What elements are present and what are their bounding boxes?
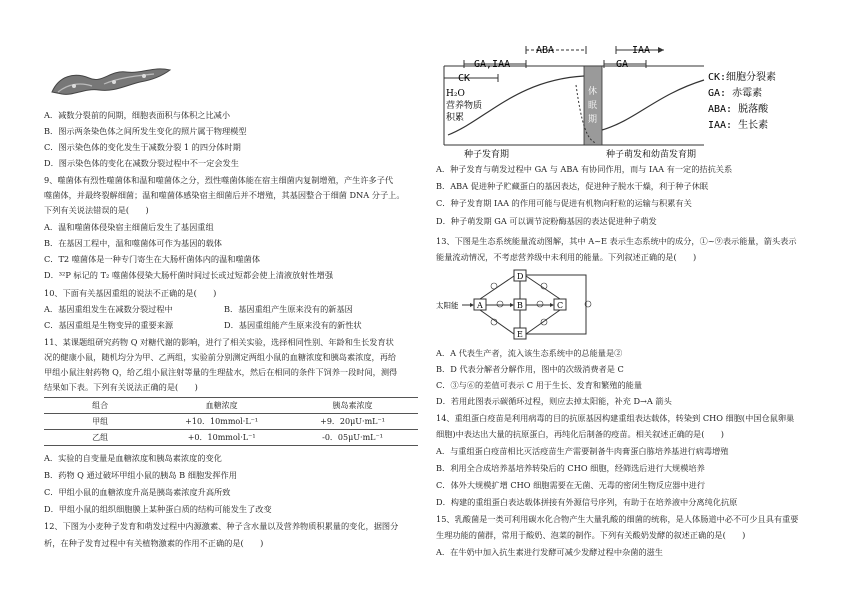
q12-stem-line: 12、下图为小麦种子发育和萌发过程中内源激素、种子含水量以及营养物质积累量的变化，据图分 bbox=[44, 521, 399, 531]
q14-option-a: A．与重组蛋白疫苗相比灭活疫苗生产需要制备牛肉膏蛋白胨培养基进行病毒增殖 bbox=[436, 446, 729, 456]
table-cell: +9．20μU·mL⁻¹ bbox=[287, 414, 418, 430]
q10-option-c: C．基因重组是生物变异的重要来源 bbox=[44, 320, 174, 330]
q13-stem-line: 13、下图是生态系统能量流动图解，其中 A~E 表示生态系统中的成分，①~⑨表示能量，箭头表示 bbox=[436, 236, 797, 246]
q10-option-b: B．基因重组产生原来没有的新基因 bbox=[224, 304, 353, 314]
node-d: D bbox=[517, 272, 524, 281]
q9-option-b: B．在基因工程中，温和噬菌体可作为基因的载体 bbox=[44, 238, 222, 248]
q11-stem-line: 况的健康小鼠，随机均分为甲、乙两组，实验前分别测定两组小鼠的血糖浓度和胰岛素浓度，再给 bbox=[44, 352, 397, 362]
q8-option-c: C．图示染色体的变化发生于减数分裂 1 的四分体时期 bbox=[44, 142, 241, 152]
node-b: B bbox=[517, 301, 523, 310]
q8-option-a: A．减数分裂前的间期，细胞表面积与体积之比减小 bbox=[44, 110, 231, 120]
q9-option-a: A．温和噬菌体侵染宿主细菌后发生了基因重组 bbox=[44, 222, 214, 232]
legend-iaa: IAA: 生长素 bbox=[708, 120, 769, 131]
q14-option-d: D．构建的重组蛋白表达载体拼接有外源信号序列，有助于在培养液中分离纯化抗原 bbox=[436, 497, 738, 507]
q14-stem-line: 14、重组蛋白疫苗是利用病毒的目的抗原基因构建重组表达载体，转染到 CHO 细胞(中国仓鼠卵巢 bbox=[436, 413, 795, 423]
x-label-germination: 种子萌发和幼苗发育期 bbox=[606, 150, 697, 160]
q13-option-c: C．③与⑥的差值可表示 C 用于生长、发育和繁殖的能量 bbox=[436, 380, 643, 390]
legend-ck: CK:细胞分裂素 bbox=[708, 72, 777, 83]
q14-option-c: C．体外大规模扩增 CHO 细胞需要在无菌、无毒的密闭生物反应器中进行 bbox=[436, 480, 706, 490]
q15-option-a: A．在牛奶中加入抗生素进行发酵可减少发酵过程中杂菌的滋生 bbox=[436, 547, 663, 557]
table-header-row bbox=[44, 398, 418, 414]
table-header-cell: 组合 bbox=[44, 398, 156, 414]
q11-stem-line: 11、某课题组研究药物 Q 对糖代谢的影响，进行了相关实验，选择相同性别、年龄和生长发育状 bbox=[44, 337, 394, 347]
q8-option-d: D．图示染色体的变化在减数分裂过程中不一定会发生 bbox=[44, 158, 239, 168]
q8-option-b: B．图示两条染色体之间所发生变化的照片属于物理模型 bbox=[44, 126, 247, 136]
legend-ga: GA: 赤霉素 bbox=[708, 88, 763, 99]
q15-stem-line: 生理功能的菌群，常用于酸奶、泡菜的制作。下列有关酸奶发酵的叙述正确的是( ) bbox=[436, 530, 746, 540]
label-accumulation: 积累 bbox=[446, 113, 465, 123]
q14-option-b: B．利用全合成培养基培养转染后的 CHO 细胞，经筛选后进行大规模培养 bbox=[436, 463, 705, 473]
node-c: C bbox=[557, 301, 564, 310]
table-cell: -0．05μU·mL⁻¹ bbox=[287, 430, 418, 446]
q14-stem-line: 细胞)中表达出大量的抗原蛋白，再纯化后制备的疫苗。相关叙述正确的是( ) bbox=[436, 429, 724, 439]
q10-option-d: D．基因重组能产生原来没有的新性状 bbox=[224, 320, 362, 330]
q13-option-b: B．D 代表分解者分解作用，图中的次级消费者是 C bbox=[436, 364, 624, 374]
label-ga-iaa: GA,IAA bbox=[474, 59, 511, 70]
q10-stem: 10、下面有关基因重组的说法不正确的是( ) bbox=[44, 288, 217, 298]
hormone-figure bbox=[436, 40, 826, 160]
q11-option-d: D．甲组小鼠的组织细胞膜上某种蛋白质的结构可能发生了改变 bbox=[44, 504, 272, 514]
q13-option-d: D．若用此图表示碳循环过程，则应去掉太阳能，补充 D→A 箭头 bbox=[436, 396, 672, 406]
q9-option-c: C．T2 噬菌体是一种专门寄生在大肠杆菌体内的温和噬菌体 bbox=[44, 254, 261, 264]
q12-option-a: A．种子发育与萌发过程中 GA 与 ABA 有协同作用，而与 IAA 有一定的拮抗关系 bbox=[436, 164, 733, 174]
label-nutrients: 营养物质 bbox=[446, 101, 483, 111]
q12-option-d: D．种子萌发期 GA 可以调节淀粉酶基因的表达促进种子萌发 bbox=[436, 216, 657, 226]
label-sun-energy: 太阳能 bbox=[436, 301, 459, 310]
label-ga: GA bbox=[616, 59, 629, 70]
label-dormancy: 休 bbox=[588, 87, 598, 97]
table-header-cell: 血糖浓度 bbox=[156, 398, 287, 414]
q11-result-table bbox=[44, 397, 418, 446]
label-aba: ABA bbox=[536, 45, 555, 56]
node-e: E bbox=[517, 330, 523, 339]
chromosome-figure bbox=[44, 62, 179, 102]
q13-stem-line: 能量流动情况，不考虑营养级中未利用的能量。下列叙述正确的是( ) bbox=[436, 252, 697, 262]
q11-option-c: C．甲组小鼠的血糖浓度升高是胰岛素浓度升高所致 bbox=[44, 487, 231, 497]
q9-stem-line: 9、噬菌体有烈性噬菌体和温和噬菌体之分，烈性噬菌体能在宿主细菌内复制增殖，产生许多子代 bbox=[44, 175, 394, 185]
q11-option-a: A．实验的自变量是血糖浓度和胰岛素浓度的变化 bbox=[44, 453, 222, 463]
q9-option-d: D．³²P 标记的 T₂ 噬菌体侵染大肠杆菌时间过长或过短都会使上清液放射性增强 bbox=[44, 270, 334, 280]
q11-option-b: B．药物 Q 通过破坏甲组小鼠的胰岛 B 细胞发挥作用 bbox=[44, 470, 237, 480]
q12-option-c: C．种子发育期 IAA 的作用可能与促进有机物向籽粒的运输与积累有关 bbox=[436, 198, 692, 208]
table-cell: +10．10mmol·L⁻¹ bbox=[156, 414, 287, 430]
q9-stem-line: 下列有关说法错误的是( ) bbox=[44, 205, 149, 215]
table-row bbox=[44, 430, 418, 446]
table-cell: +0．10mmol·L⁻¹ bbox=[156, 430, 287, 446]
energy-flow-figure bbox=[436, 268, 606, 344]
q10-option-a: A．基因重组发生在减数分裂过程中 bbox=[44, 304, 173, 314]
q12-option-b: B．ABA 促进种子贮藏蛋白的基因表达，促进种子脱水干燥，利于种子休眠 bbox=[436, 181, 709, 191]
label-dormancy: 期 bbox=[588, 115, 598, 125]
table-cell: 乙组 bbox=[44, 430, 156, 446]
q15-stem-line: 15、乳酸菌是一类可利用碳水化合物产生大量乳酸的细菌的统称，是人体肠道中必不可少且具有重要 bbox=[436, 514, 799, 524]
q11-stem-line: 甲组小鼠注射药物 Q，给乙组小鼠注射等量的生理盐水，然后在相同的条件下饲养一段时间，测得 bbox=[44, 367, 398, 377]
x-label-development: 种子发育期 bbox=[464, 150, 510, 160]
label-dormancy: 眠 bbox=[588, 101, 598, 111]
label-h2o: H₂O bbox=[446, 89, 465, 99]
q13-option-a: A．A 代表生产者，流入该生态系统中的总能量是② bbox=[436, 348, 623, 358]
legend-aba: ABA: 脱落酸 bbox=[708, 104, 769, 115]
label-ck: CK bbox=[458, 73, 471, 84]
table-cell: 甲组 bbox=[44, 414, 156, 430]
node-a: A bbox=[477, 301, 483, 310]
table-header-cell: 胰岛素浓度 bbox=[287, 398, 418, 414]
q9-stem-line: 噬菌体，并最终裂解细菌；温和噬菌体感染宿主细菌后并不增殖，其基因整合于细菌 DNA 分子上。 bbox=[44, 190, 405, 200]
label-iaa: IAA bbox=[632, 45, 651, 56]
table-row bbox=[44, 414, 418, 430]
q11-stem-line: 结果如下表。下列有关说法正确的是( ) bbox=[44, 382, 198, 392]
q12-stem-line: 析，在种子发育过程中有关植物激素的作用不正确的是( ) bbox=[44, 538, 264, 548]
